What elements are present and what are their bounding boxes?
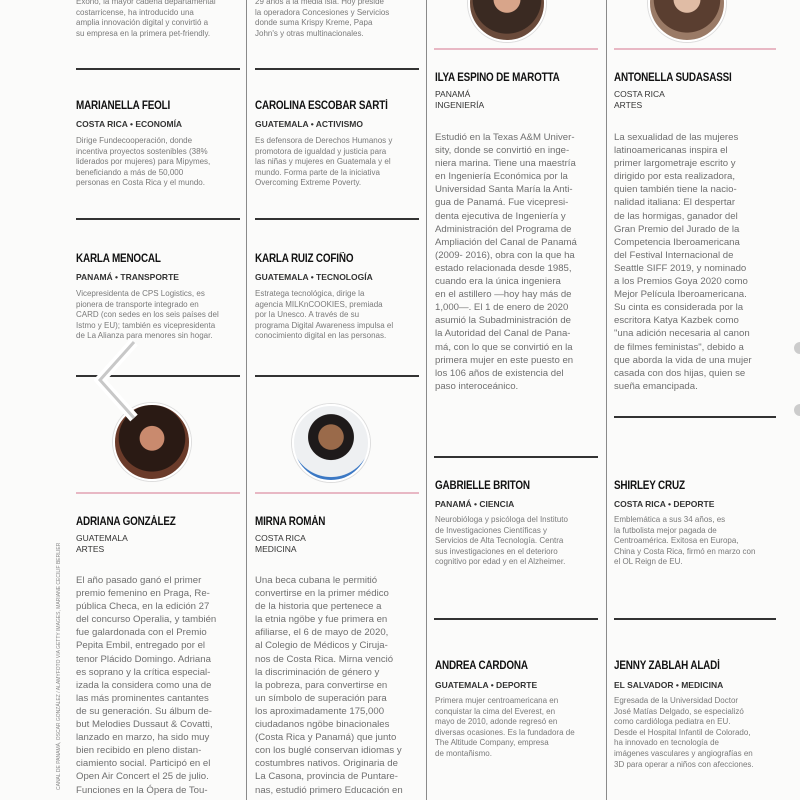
person-bio: El año pasado ganó el primer premio femenino en Praga, Re- pública Checa, en la edición 27 del concurso Operalia, y también fue galardonada con el Premio Pepita Embil, entregado por el tenor Plácido Domingo. Adriana es soprano y la crítica especial- izada la considera como una de las más prominentes cantantes de su generación. Su álbum de- but Melodies Dussaut & Covatti, lanzado en marzo, ha sido muy bien recibido en pleno distan- ciamiento social. Participó en el Open Air Concert el 25 de julio. Funciones en la Ópera de Tou- — [76, 575, 217, 796]
column-divider — [606, 0, 607, 800]
person-name: ANDREA CARDONA — [435, 660, 528, 672]
intro-text: Exono, la mayor cadena departamental costarricense, ha introducido una amplia innovación digital y convirtió a su empresa en la primera pet-friendly. — [76, 0, 216, 38]
photo-credit: CANAL DE PANAMÁ, OSCAR GONZÁLEZ / ALAMYFOTO VIA GETTY IMAGES, MARIANE CECILIF BERLIER — [56, 542, 62, 790]
chevron-left-icon[interactable] — [94, 338, 140, 422]
person-bio: Dirige Fundecooperación, donde incentiva proyectos sostenibles (38% liderados por mujeres) para Mipymes, beneficiando a más de 50,000 personas en Costa Rica y el mundo. — [76, 136, 211, 188]
person-tag: EL SALVADOR • MEDICINA — [614, 680, 724, 690]
person-name: CAROLINA ESCOBAR SARTÍ — [255, 100, 388, 112]
person-bio: Estratega tecnológica, dirige la agencia MILKnCOOKIES, premiada por la Unesco. A través de su programa Digital Awareness impulsa el conocimiento digital en las personas. — [255, 289, 394, 341]
person-name: KARLA RUIZ COFIÑO — [255, 253, 354, 265]
person-name: SHIRLEY CRUZ — [614, 480, 685, 492]
section-rule — [614, 618, 776, 620]
person-name: MARIANELLA FEOLI — [76, 100, 171, 112]
person-bio: Es defensora de Derechos Humanos y promotora de igualdad y justicia para las niñas y mujeres en Guatemala y el mundo. Forma parte de la iniciativa Overcoming Extreme Poverty. — [255, 136, 393, 188]
person-tag: COSTA RICA • ECONOMÍA — [76, 119, 183, 129]
next-page-handle[interactable] — [794, 342, 800, 354]
section-rule — [76, 68, 240, 70]
person-name: KARLA MENOCAL — [76, 253, 161, 265]
person-bio: Neurobióloga y psicóloga del Instituto de Investigaciones Científicas y Servicios de Alta Tecnología. Centra sus investigaciones en el deterioro cognitivo por edad y en el Alzheimer. — [435, 515, 568, 567]
person-meta: COSTA RICA ARTES — [614, 89, 665, 110]
person-meta: COSTA RICA MEDICINA — [255, 533, 306, 554]
person-bio: Una beca cubana le permitió convertirse en la primer médico de la historia que pertenece a la etnia ngöbe y fue primera en afiliarse, el 6 de mayo de 2020, al Colegio de Médicos y Ciruja- nos de Costa Rica. Mirna venció la discriminación de género y la pobreza, para convertirse en un símbolo de superación para los aproximadamente 175,000 ciudadanos ngöbe binacionales (Costa Rica y Panamá) que junto con los buglé conservan idiomas y costumbres nativos. Originaria de La Casona, provincia de Puntare- nas, estudió primero Educación en — [255, 575, 403, 796]
section-rule — [76, 218, 240, 220]
avatar-ilya — [468, 0, 546, 42]
column-divider — [246, 0, 247, 800]
person-tag: GUATEMALA • ACTIVISMO — [255, 119, 363, 129]
accent-rule — [434, 48, 598, 50]
section-rule — [255, 375, 419, 377]
intro-text: 29 años a la media isla. Hoy preside la operadora Concesiones y Servicios donde suma Krispy Kreme, Papa John's y otras multinacionales. — [255, 0, 390, 38]
accent-rule — [614, 48, 776, 50]
person-name: ADRIANA GONZÁLEZ — [76, 516, 176, 528]
section-rule — [255, 218, 419, 220]
person-bio: Egresada de la Universidad Doctor José Matías Delgado, se especializó como cardióloga pediatra en EU. Desde el Hospital Infantil de Colorado, ha innovado en tecnología de imágenes vasculares y angiografías en 3D para operar a niños con afecciones. — [614, 696, 754, 769]
person-tag: COSTA RICA • DEPORTE — [614, 499, 715, 509]
accent-rule — [255, 492, 419, 494]
column-divider — [426, 0, 427, 800]
avatar-antonella — [648, 0, 726, 42]
person-bio: Primera mujer centroamericana en conquistar la cima del Everest, en mayo de 2010, adonde regresó en diversas ocasiones. Es la fundadora de The Altitude Company, empresa de montañismo. — [435, 696, 575, 758]
person-tag: GUATEMALA • TECNOLOGÍA — [255, 272, 373, 282]
person-name: MIRNA ROMÁN — [255, 516, 326, 528]
person-meta: GUATEMALA ARTES — [76, 533, 128, 554]
person-name: GABRIELLE BRITON — [435, 480, 530, 492]
section-rule — [434, 456, 598, 458]
person-tag: PANAMÁ • TRANSPORTE — [76, 272, 179, 282]
person-bio: Vicepresidenta de CPS Logistics, es pionera de transporte integrado en CARD (con sedes en los seis países del Istmo y EU); también es vicepresidenta de La Alianza para menores sin hogar. — [76, 289, 219, 341]
person-tag: PANAMÁ • CIENCIA — [435, 499, 515, 509]
person-meta: PANAMÁ INGENIERÍA — [435, 89, 485, 110]
section-rule — [434, 618, 598, 620]
person-name: ILYA ESPINO DE MAROTTA — [435, 72, 560, 84]
person-name: ANTONELLA SUDASASSI — [614, 72, 732, 84]
avatar-mirna — [292, 404, 370, 482]
person-tag: GUATEMALA • DEPORTE — [435, 680, 538, 690]
person-bio: Emblemática a sus 34 años, es la futbolista mejor pagada de Centroamérica. Exitosa en Europa, China y Costa Rica, firmó en marzo con el OL Reign de EU. — [614, 515, 756, 567]
person-name: JENNY ZABLAH ALADÍ — [614, 660, 720, 672]
section-rule — [614, 416, 776, 418]
person-bio: Estudió en la Texas A&M Univer- sity, donde se convirtió en inge- niera marina. Tiene una maestría en Ingeniería Económica por la Universidad Santa María la Anti- gua de Panamá. Fue vicepresi- denta ejecutiva de Ingeniería y Administración del Programa de Ampliación del Canal de Panamá (2009- 2016), obra con la que ha estado relacionada desde 1985, cuando era la única ingeniera en el astillero —hoy hay más de 1,000—. El 1 de enero de 2020 asumió la Subadministración de la Autoridad del Canal de Pana- má, con lo que se convirtió en la primera mujer en este puesto en los 106 años de existencia del paso interoceánico. — [435, 132, 577, 392]
person-bio: La sexualidad de las mujeres latinoamericanas inspira el primer largometraje escrito y dirigido por esta realizadora, quien también tiene la nacio- nalidad italiana: El despertar de las hormigas, ganador del Gran Premio del Jurado de la Competencia Iberoamericana del Festival Internacional de Seattle SIFF 2019, y nominado a los Premios Goya 2020 como Mejor Película Iberoamericana. Su cinta es considerada por la escritora Katya Kazbek como "una adición necesaria al canon de filmes feministas", debido a que aborda la vida de una mujer casada con dos hijas, quien se sueña emancipada. — [614, 132, 752, 392]
section-rule — [255, 68, 419, 70]
next-page-handle[interactable] — [794, 404, 800, 416]
accent-rule — [76, 492, 240, 494]
